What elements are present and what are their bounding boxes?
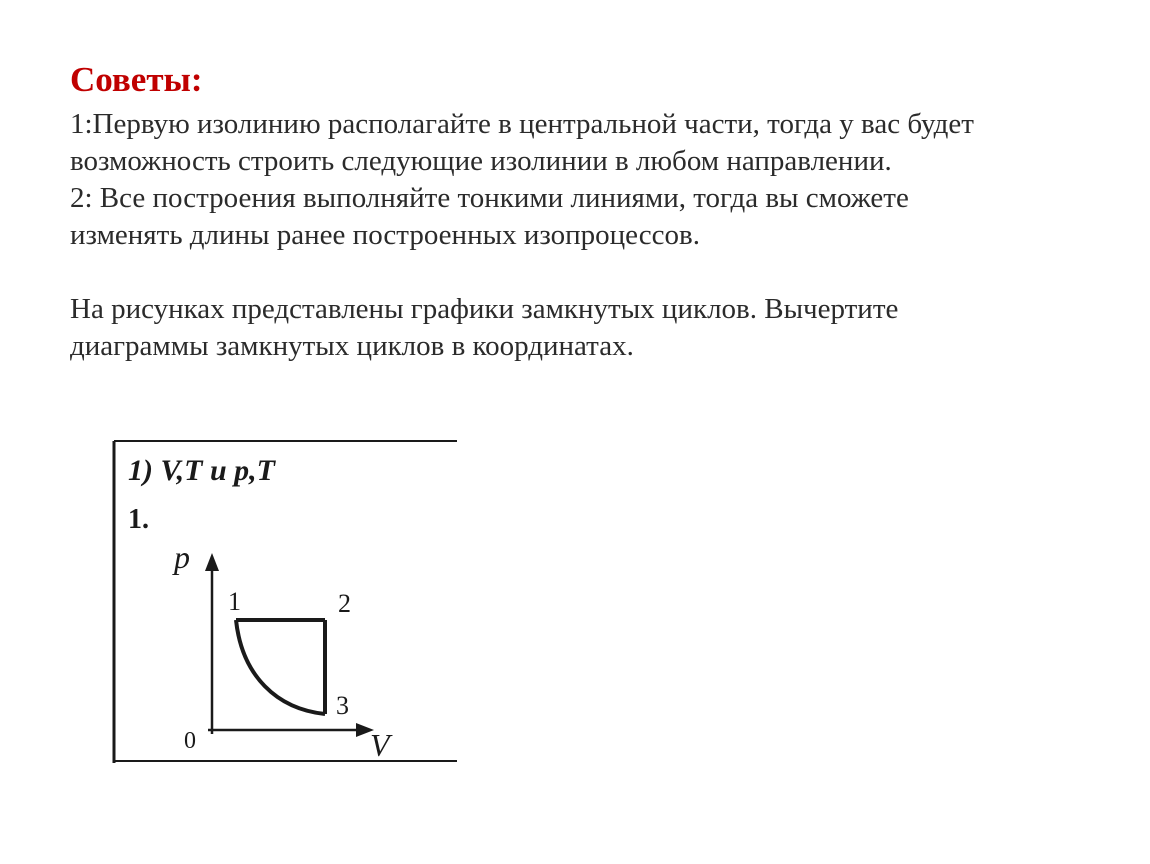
figure-caption: 1) V,T и p,T [128, 454, 275, 487]
task-line-2: диаграммы замкнутых циклов в координатах. [70, 330, 634, 362]
y-axis-arrow [205, 553, 219, 571]
tip-2-line-1: 2: Все построения выполняйте тонкими линиями, тогда вы сможете [70, 182, 909, 214]
x-axis-label: V [370, 727, 390, 763]
task-line-1: На рисунках представлены графики замкнутых циклов. Вычертите [70, 293, 899, 325]
y-axis-label: p [174, 539, 190, 575]
point-label-3: 3 [336, 691, 349, 720]
origin-label: 0 [184, 728, 196, 754]
process-3-1 [236, 620, 325, 714]
point-label-2: 2 [338, 589, 351, 618]
figure-number: 1. [128, 504, 149, 535]
cycle-figure [112, 438, 458, 764]
tip-1-line-2: возможность строить следующие изолинии в любом направлении. [70, 145, 892, 177]
tip-1-line-1: 1:Первую изолинию располагайте в центральной части, тогда у вас будет [70, 108, 974, 140]
tips-body [70, 106, 1110, 365]
point-label-1: 1 [228, 587, 241, 616]
tip-2-line-2: изменять длины ранее построенных изопроцессов. [70, 219, 700, 251]
cycle-diagram [112, 438, 458, 764]
tips-heading: Советы: [70, 60, 203, 99]
